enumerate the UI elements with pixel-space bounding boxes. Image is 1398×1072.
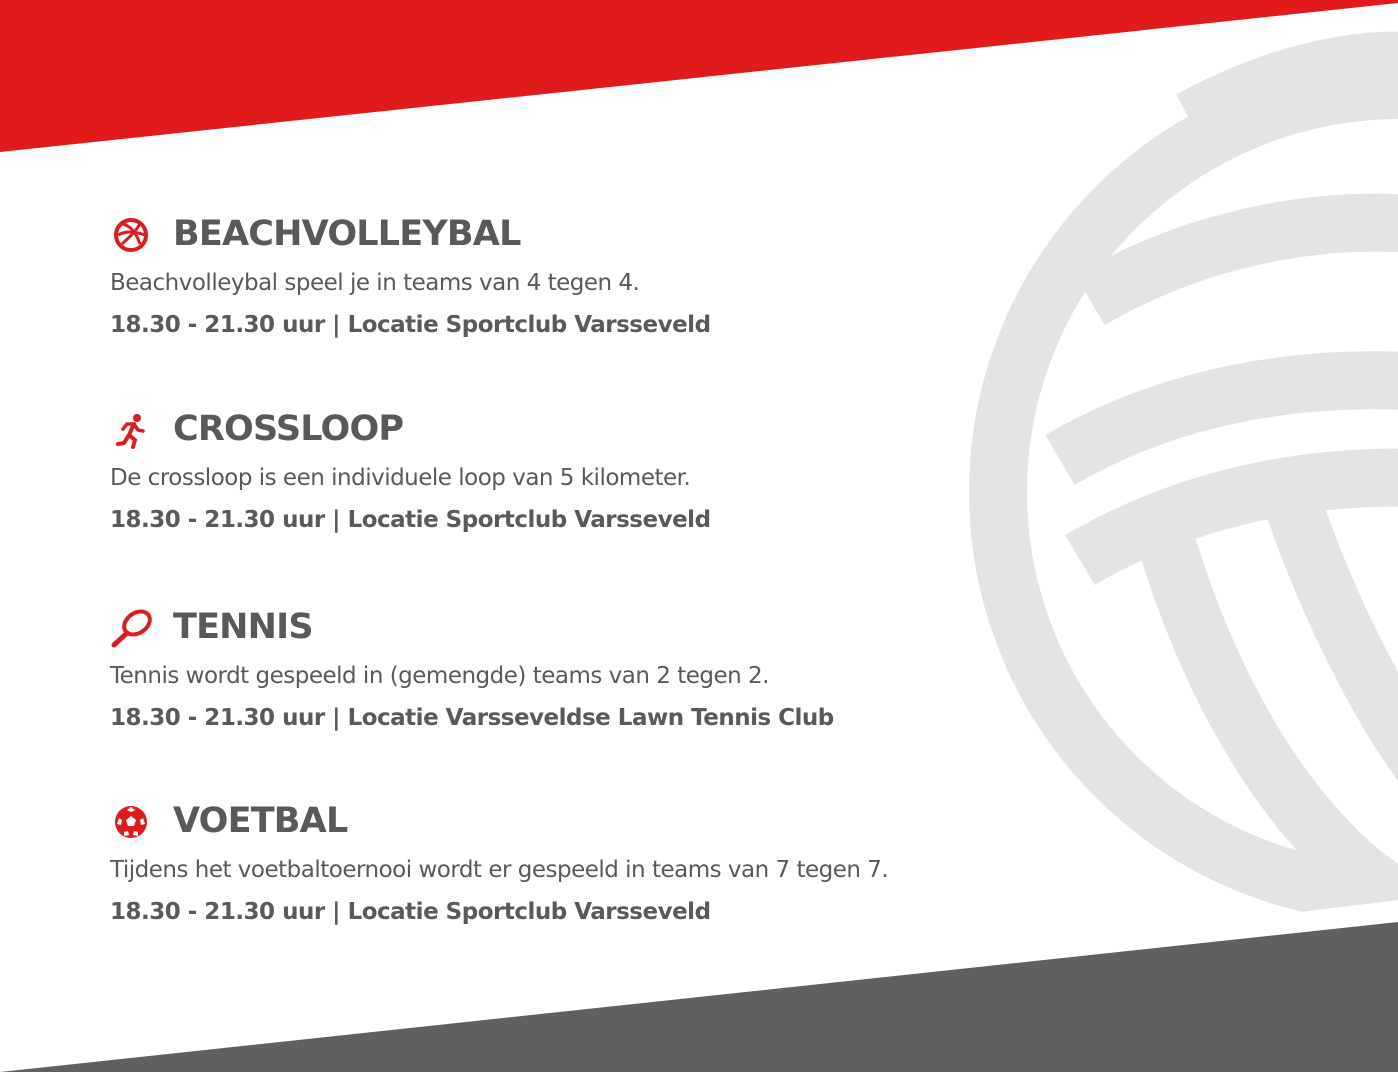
sport-title: TENNIS bbox=[173, 607, 313, 647]
sport-item-tennis bbox=[110, 605, 1110, 731]
sport-title: VOETBAL bbox=[173, 801, 348, 841]
runner-icon bbox=[110, 409, 152, 451]
sport-header bbox=[110, 605, 1110, 649]
tennis-racket-icon bbox=[110, 607, 152, 649]
sport-header bbox=[110, 212, 1110, 256]
sport-time-location: 18.30 - 21.30 uur | Locatie Sportclub Varsseveld bbox=[110, 312, 711, 338]
dark-bottom-band bbox=[0, 922, 1398, 1072]
sport-time-location: 18.30 - 21.30 uur | Locatie Sportclub Varsseveld bbox=[110, 507, 711, 533]
sport-header bbox=[110, 799, 1110, 843]
sport-time-location: 18.30 - 21.30 uur | Locatie Sportclub Varsseveld bbox=[110, 899, 711, 925]
sport-header bbox=[110, 407, 1110, 451]
sport-time-location: 18.30 - 21.30 uur | Locatie Varsseveldse Lawn Tennis Club bbox=[110, 705, 834, 731]
sport-title: BEACHVOLLEYBAL bbox=[173, 214, 521, 254]
sport-item-beachvolleybal bbox=[110, 212, 1110, 338]
sport-description: Beachvolleybal speel je in teams van 4 tegen 4. bbox=[110, 270, 640, 296]
volleyball-icon bbox=[110, 214, 152, 256]
sport-description: Tennis wordt gespeeld in (gemengde) teams van 2 tegen 2. bbox=[110, 663, 769, 689]
volleyball-watermark-icon bbox=[998, 61, 1398, 900]
sport-item-voetbal bbox=[110, 799, 1110, 925]
soccer-ball-icon bbox=[110, 801, 152, 843]
sport-description: De crossloop is een individuele loop van 5 kilometer. bbox=[110, 465, 691, 491]
sport-description: Tijdens het voetbaltoernooi wordt er gespeeld in teams van 7 tegen 7. bbox=[110, 857, 889, 883]
sport-item-crossloop bbox=[110, 407, 1110, 533]
sport-title: CROSSLOOP bbox=[173, 409, 404, 449]
